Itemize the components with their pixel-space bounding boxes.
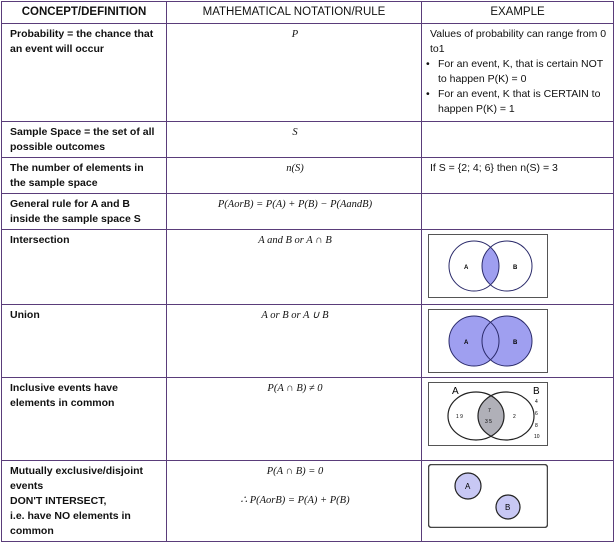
concept-mutually-exclusive-line2: DON'T INTERSECT, bbox=[10, 495, 107, 507]
concept-union: Union bbox=[2, 305, 167, 378]
row-probability bbox=[2, 24, 614, 122]
header-row bbox=[2, 2, 614, 24]
example-intersection bbox=[422, 230, 614, 305]
header-concept: CONCEPT/DEFINITION bbox=[2, 2, 167, 24]
row-sample-space bbox=[2, 122, 614, 158]
concept-mutually-exclusive-line3: i.e. have NO elements in common bbox=[10, 510, 131, 537]
notation-mutually-exclusive-line2: ∴ P(AorB) = P(A) + P(B) bbox=[240, 495, 350, 506]
intersection-bottom-elements: 3 5 bbox=[485, 419, 492, 425]
example-probability-intro: Values of probability can range from 0 to1 bbox=[430, 28, 607, 55]
concept-mutually-exclusive-line1: Mutually exclusive/disjoint events bbox=[10, 465, 144, 492]
notation-general-rule: P(AorB) = P(A) + P(B) − P(AandB) bbox=[167, 194, 422, 230]
outside-element: 4 bbox=[535, 399, 538, 405]
bullet-certain-not: • For an event, K, that is certain NOT to happen P(K) = 0 bbox=[430, 57, 607, 87]
disjoint-venn bbox=[428, 464, 548, 528]
row-intersection bbox=[2, 230, 614, 305]
label-a: A bbox=[465, 482, 471, 491]
header-notation: MATHEMATICAL NOTATION/RULE bbox=[167, 2, 422, 24]
row-inclusive bbox=[2, 378, 614, 461]
concept-probability: Probability = the chance that an event will occur bbox=[2, 24, 167, 122]
row-mutually-exclusive bbox=[2, 461, 614, 542]
header-example: EXAMPLE bbox=[422, 2, 614, 24]
row-general-rule bbox=[2, 194, 614, 230]
inclusive-venn bbox=[428, 382, 548, 446]
outside-element: 10 bbox=[534, 434, 540, 440]
b-only-elements: 2 bbox=[513, 414, 516, 420]
label-a: A bbox=[452, 386, 459, 397]
example-sample-space bbox=[422, 122, 614, 158]
label-b: B bbox=[513, 340, 518, 346]
row-num-elements bbox=[2, 158, 614, 194]
example-num-elements: If S = {2; 4; 6} then n(S) = 3 bbox=[422, 158, 614, 194]
notation-intersection: A and B or A ∩ B bbox=[167, 230, 422, 305]
concept-sample-space: Sample Space = the set of all possible outcomes bbox=[2, 122, 167, 158]
concept-mutually-exclusive bbox=[2, 461, 167, 542]
bullet-certain: • For an event, K that is CERTAIN to happen P(K) = 1 bbox=[430, 87, 607, 117]
outside-element: 6 bbox=[535, 411, 538, 417]
concept-inclusive: Inclusive events have elements in common bbox=[2, 378, 167, 461]
concept-num-elements: The number of elements in the sample space bbox=[2, 158, 167, 194]
a-only-elements: 1 9 bbox=[456, 414, 463, 420]
notation-union: A or B or A ∪ B bbox=[167, 305, 422, 378]
example-union bbox=[422, 305, 614, 378]
outside-element: 8 bbox=[535, 423, 538, 429]
row-union bbox=[2, 305, 614, 378]
notation-sample-space: S bbox=[167, 122, 422, 158]
example-mutually-exclusive bbox=[422, 461, 614, 542]
intersection-venn bbox=[428, 234, 548, 298]
notation-mutually-exclusive bbox=[167, 461, 422, 542]
example-inclusive bbox=[422, 378, 614, 461]
notation-probability: P bbox=[167, 24, 422, 122]
example-general-rule bbox=[422, 194, 614, 230]
probability-table bbox=[1, 1, 614, 542]
union-venn bbox=[428, 309, 548, 373]
notation-mutually-exclusive-line1: P(A ∩ B) = 0 bbox=[266, 466, 324, 477]
example-probability-bullets bbox=[430, 57, 607, 117]
label-b: B bbox=[513, 265, 518, 271]
notation-inclusive: P(A ∩ B) ≠ 0 bbox=[167, 378, 422, 461]
concept-intersection: Intersection bbox=[2, 230, 167, 305]
example-probability bbox=[422, 24, 614, 122]
label-b: B bbox=[505, 503, 511, 512]
label-b: B bbox=[533, 386, 540, 397]
intersection-top-element: 7 bbox=[488, 408, 491, 414]
label-a: A bbox=[464, 340, 469, 346]
venn-frame bbox=[429, 465, 548, 528]
label-a: A bbox=[464, 265, 469, 271]
concept-general-rule: General rule for A and B inside the sample space S bbox=[2, 194, 167, 230]
notation-num-elements: n(S) bbox=[167, 158, 422, 194]
